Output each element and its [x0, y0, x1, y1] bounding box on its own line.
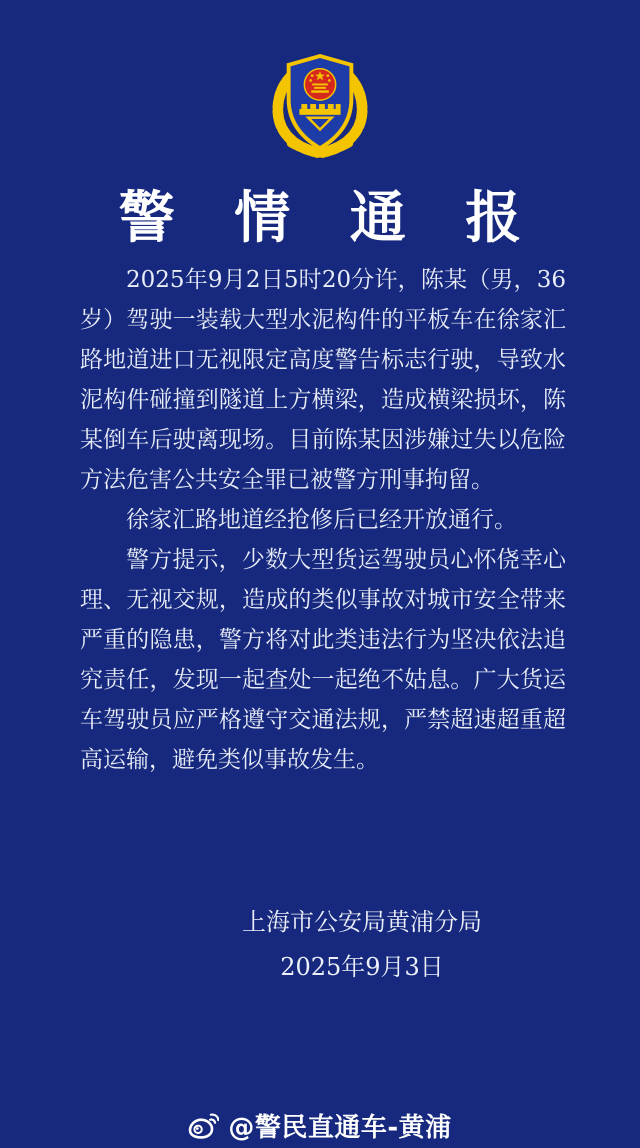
police-badge-icon — [271, 53, 369, 159]
issue-date: 2025年9月3日 — [280, 953, 444, 981]
bulletin-paragraph-2: 徐家汇路地道经抢修后已经开放通行。 — [126, 507, 517, 533]
issuer-name: 上海市公安局黄浦分局 — [242, 908, 482, 936]
bulletin-body — [80, 260, 566, 780]
weibo-watermark — [0, 1108, 640, 1142]
weibo-icon — [188, 1112, 219, 1139]
weibo-account-handle: @警民直通车-黄浦 — [228, 1112, 452, 1143]
signature-block — [42, 900, 640, 990]
bulletin-paragraph-3: 警方提示，少数大型货运驾驶员心怀侥幸心理、无视交规，造成的类似事故对城市安全带来严重的隐患，警方将对此类违法行为坚决依法追究责任，发现一起查处一起绝不姑息。广大货运车驾驶员应严格遵守交通法规，严禁超速超重超高运输，避免类似事故发生。 — [80, 547, 566, 773]
bulletin-paragraph-1: 2025年9月2日5时20分许，陈某（男，36岁）驾驶一装载大型水泥构件的平板车在徐家汇路地道进口无视限定高度警告标志行驶，导致水泥构件碰撞到隧道上方横梁，造成横梁损坏，陈某倒车后驶离现场。目前陈某因涉嫌过失以危险方法危害公共安全罪已被警方刑事拘留。 — [80, 267, 566, 493]
bulletin-title: 警 情 通 报 — [118, 185, 542, 251]
